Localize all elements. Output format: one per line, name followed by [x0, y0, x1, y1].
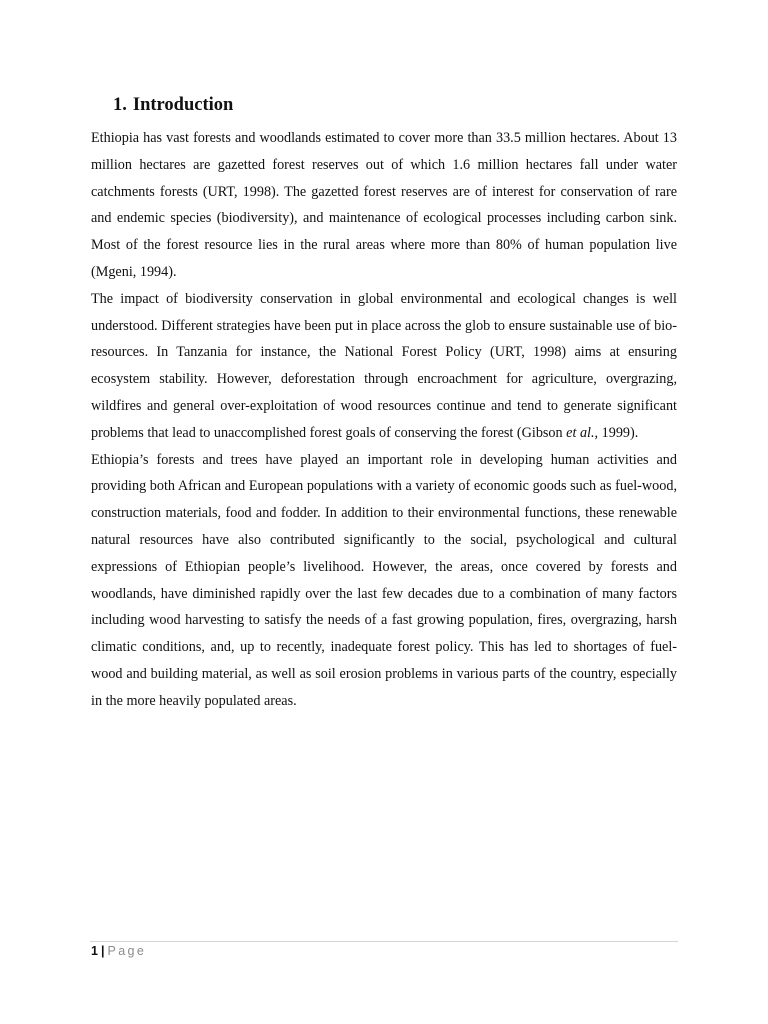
section-number: 1. [113, 95, 127, 115]
footer-page-number: 1 [91, 944, 98, 958]
paragraph-1: Ethiopia has vast forests and woodlands estimated to cover more than 33.5 million hectares. About 13 million hectares are gazetted forest reserves out of which 1.6 million hectares fall under water catchments forests (URT, 1998). The gazetted forest reserves are of interest for conservation of rare and endemic species (biodiversity), and maintenance of ecological processes including carbon sink. Most of the forest resource lies in the rural areas where more than 80% of human population live (Mgeni, 1994). [91, 130, 677, 280]
paragraph-2-text: The impact of biodiversity conservation in global environmental and ecological changes is well understood. Different strategies have been put in place across the glob to ensure sustainable use of bio-resources. In Tanzania for instance, the National Forest Policy (URT, 1998) aims at ensuring ecosystem stability. However, deforestation through encroachment for agriculture, overgrazing, wildfires and general over-exploitation of wood resources continue and tend to generate significant problems that lead to unaccomplished forest goals of conserving the forest (Gibson [91, 290, 677, 441]
footer-page-label: Page [107, 944, 147, 958]
paragraph-3: Ethiopia’s forests and trees have played an important role in developing human activities and providing both African and European populations with a variety of economic goods such as fuel-wood, construction materials, food and fodder. In addition to their environmental functions, these renewable natural resources have also contributed significantly to the social, psychological and cultural expressions of Ethiopian people’s livelihood. However, the areas, once covered by forests and woodlands, have diminished rapidly over the last few decades due to a combination of many factors including wood harvesting to satisfy the needs of a fast growing population, fires, overgrazing, harsh climatic conditions, and, up to recently, inadequate forest policy. This has led to shortages of fuel-wood and building material, as well as soil erosion problems in various parts of the country, especially in the more heavily populated areas. [91, 451, 677, 709]
footer-separator: | [100, 944, 105, 958]
section-heading [113, 94, 233, 116]
body-text [91, 125, 677, 715]
page-footer [91, 943, 146, 959]
section-title: Introduction [132, 95, 234, 115]
paragraph-2-end: 1999). [598, 424, 639, 441]
footer-divider [90, 941, 678, 942]
paragraph-2 [91, 286, 677, 447]
citation-et-al: et al., [566, 424, 599, 441]
